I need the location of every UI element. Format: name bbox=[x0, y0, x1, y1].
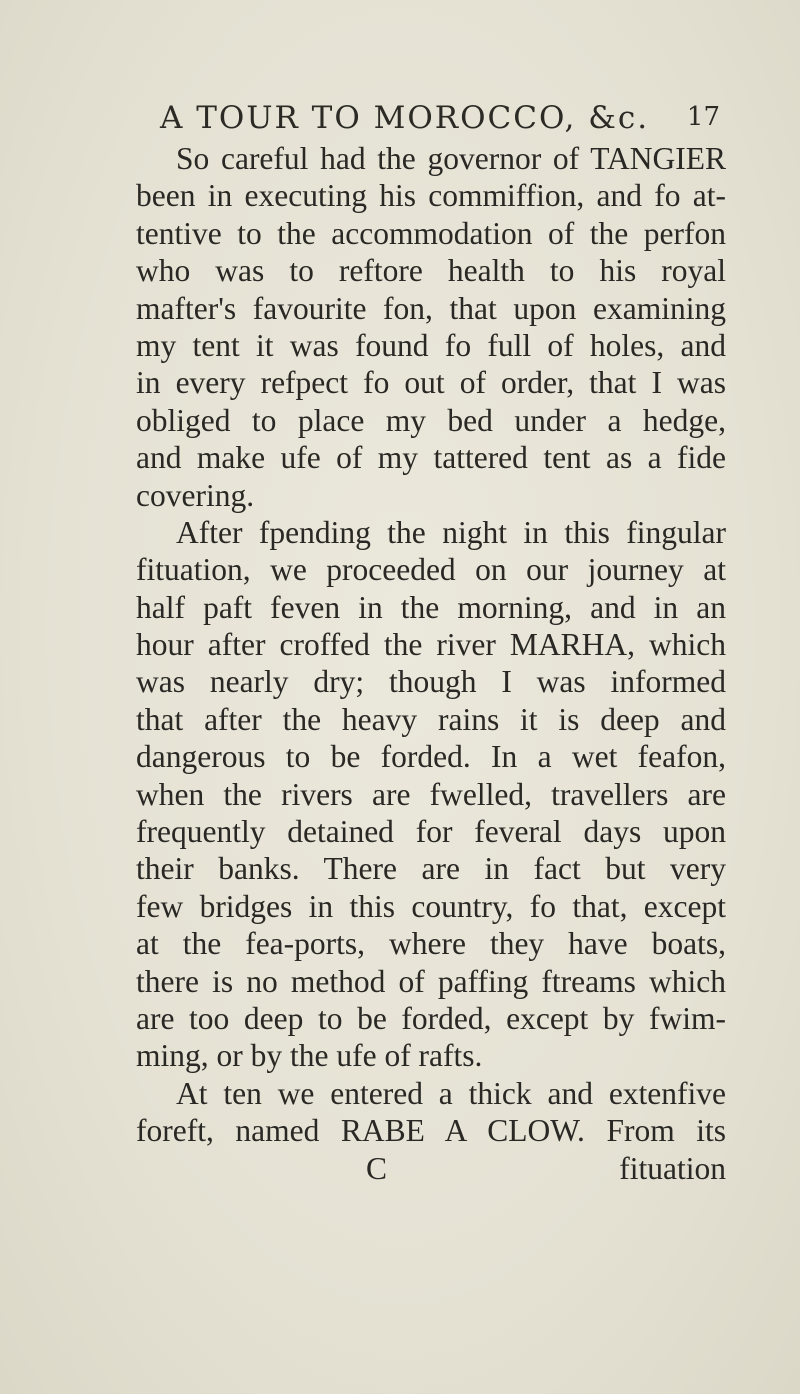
text-line: was nearly dry; though I was informed bbox=[136, 664, 726, 700]
text-line: fituation, we proceeded on our journey at bbox=[136, 552, 726, 588]
text-line: when the rivers are fwelled, travellers are bbox=[136, 776, 726, 812]
text-line: been in executing his commiffion, and fo at- bbox=[136, 178, 726, 214]
catchword: fituation bbox=[619, 1150, 726, 1186]
text-line: At ten we entered a thick and extenfive bbox=[176, 1075, 726, 1111]
text-line: foreft, named RABE A CLOW. From its bbox=[136, 1113, 726, 1149]
text-line: mafter's favourite fon, that upon examining bbox=[136, 290, 726, 326]
text-line: few bridges in this country, fo that, except bbox=[136, 888, 726, 924]
text-line: half paft feven in the morning, and in an bbox=[136, 589, 726, 625]
text-line: covering. bbox=[136, 477, 255, 513]
text-line: my tent it was found fo full of holes, and bbox=[136, 327, 726, 363]
text-line: in every refpect fo out of order, that I was bbox=[136, 365, 726, 401]
text-line: tentive to the accommodation of the perfon bbox=[136, 215, 726, 251]
text-line: that after the heavy rains it is deep and bbox=[136, 701, 726, 737]
running-title: A TOUR TO MOROCCO, &c. bbox=[160, 100, 650, 136]
text-line: and make ufe of my tattered tent as a fide bbox=[136, 440, 726, 476]
text-line: So careful had the governor of TANGIER bbox=[176, 141, 726, 176]
text-line: are too deep to be forded, except by fwim- bbox=[136, 1000, 726, 1036]
text-line: After fpending the night in this fingular bbox=[176, 514, 726, 550]
body-text bbox=[136, 140, 726, 1187]
text-line: at the fea-ports, where they have boats, bbox=[136, 926, 726, 962]
text-line: dangerous to be forded. In a wet feafon, bbox=[136, 739, 726, 775]
signature-mark: C bbox=[366, 1150, 388, 1186]
text-line: ming, or by the ufe of rafts. bbox=[136, 1038, 483, 1074]
page-number: 17 bbox=[686, 102, 720, 132]
text-line: obliged to place my bed under a hedge, bbox=[136, 402, 726, 438]
text-line: their banks. There are in fact but very bbox=[136, 851, 726, 887]
page-footer bbox=[136, 1150, 726, 1187]
text-line: frequently detained for feveral days upon bbox=[136, 814, 726, 850]
page-header bbox=[160, 100, 720, 136]
text-line: there is no method of paffing ftreams which bbox=[136, 963, 726, 999]
text-line: who was to reftore health to his royal bbox=[136, 253, 726, 289]
text-line: hour after croffed the river MARHA, which bbox=[136, 627, 726, 663]
